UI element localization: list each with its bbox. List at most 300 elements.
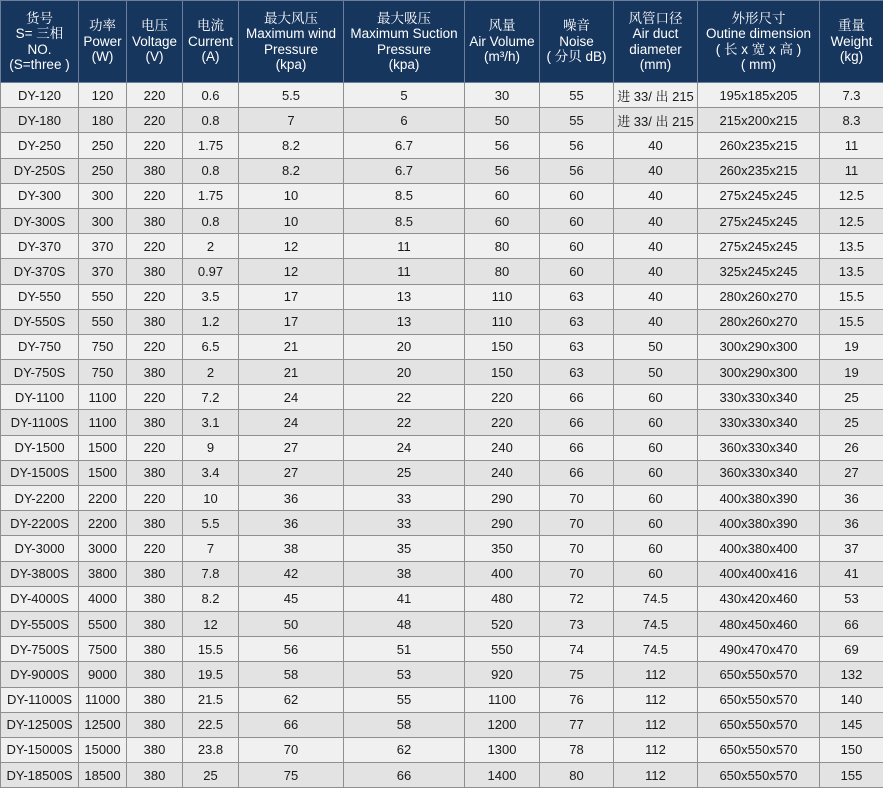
cell-noise: 60: [540, 208, 614, 233]
cell-noise: 74: [540, 637, 614, 662]
cell-suction-pressure: 22: [344, 385, 465, 410]
cell-suction-pressure: 48: [344, 611, 465, 636]
cell-duct-diameter: 40: [614, 234, 698, 259]
cell-model: DY-300: [1, 183, 79, 208]
cell-model: DY-550: [1, 284, 79, 309]
cell-current: 5.5: [183, 511, 239, 536]
cell-wind-pressure: 36: [239, 511, 344, 536]
cell-wind-pressure: 7: [239, 108, 344, 133]
cell-noise: 56: [540, 133, 614, 158]
table-row: [1, 234, 883, 259]
cell-power: 12500: [79, 712, 127, 737]
column-header-line: (V): [145, 49, 164, 65]
cell-noise: 70: [540, 511, 614, 536]
cell-noise: 77: [540, 712, 614, 737]
cell-model: DY-750: [1, 334, 79, 359]
cell-dimension: 400x380x390: [698, 511, 820, 536]
column-header-line: Air Volume: [469, 33, 535, 49]
cell-voltage: 220: [127, 284, 183, 309]
cell-duct-diameter: 60: [614, 511, 698, 536]
cell-wind-pressure: 10: [239, 183, 344, 208]
cell-air-volume: 56: [465, 133, 540, 158]
column-header-power: [79, 1, 127, 83]
cell-current: 1.75: [183, 183, 239, 208]
cell-voltage: 380: [127, 662, 183, 687]
cell-current: 22.5: [183, 712, 239, 737]
cell-current: 6.5: [183, 334, 239, 359]
cell-air-volume: 1400: [465, 763, 540, 788]
cell-air-volume: 56: [465, 158, 540, 183]
cell-suction-pressure: 20: [344, 334, 465, 359]
cell-duct-diameter: 40: [614, 284, 698, 309]
cell-voltage: 220: [127, 108, 183, 133]
column-header-line: (A): [201, 49, 220, 65]
cell-suction-pressure: 8.5: [344, 183, 465, 208]
cell-voltage: 380: [127, 737, 183, 762]
cell-model: DY-300S: [1, 208, 79, 233]
cell-power: 370: [79, 259, 127, 284]
cell-voltage: 220: [127, 536, 183, 561]
column-header-line: 外形尺寸: [731, 10, 786, 26]
column-header-weight: [820, 1, 883, 83]
cell-power: 18500: [79, 763, 127, 788]
cell-suction-pressure: 51: [344, 637, 465, 662]
cell-suction-pressure: 53: [344, 662, 465, 687]
cell-noise: 76: [540, 687, 614, 712]
cell-weight: 41: [820, 561, 883, 586]
column-header-line: Noise: [559, 33, 594, 49]
cell-duct-diameter: 40: [614, 183, 698, 208]
cell-duct-diameter: 40: [614, 259, 698, 284]
cell-wind-pressure: 17: [239, 309, 344, 334]
cell-suction-pressure: 11: [344, 259, 465, 284]
cell-voltage: 220: [127, 334, 183, 359]
column-header-duct-diameter: [614, 1, 698, 83]
cell-weight: 150: [820, 737, 883, 762]
column-header-line: (kpa): [388, 57, 420, 72]
cell-voltage: 380: [127, 561, 183, 586]
cell-power: 1500: [79, 460, 127, 485]
cell-weight: 132: [820, 662, 883, 687]
cell-duct-diameter: 112: [614, 737, 698, 762]
cell-power: 370: [79, 234, 127, 259]
cell-weight: 140: [820, 687, 883, 712]
column-header-dimension: [698, 1, 820, 83]
cell-wind-pressure: 10: [239, 208, 344, 233]
column-header-line: Voltage: [131, 33, 178, 49]
cell-noise: 66: [540, 435, 614, 460]
cell-power: 2200: [79, 511, 127, 536]
cell-weight: 25: [820, 410, 883, 435]
cell-noise: 78: [540, 737, 614, 762]
cell-noise: 55: [540, 108, 614, 133]
cell-power: 1500: [79, 435, 127, 460]
cell-current: 2: [183, 360, 239, 385]
table-row: [1, 561, 883, 586]
cell-air-volume: 30: [465, 83, 540, 108]
cell-wind-pressure: 70: [239, 737, 344, 762]
column-header-line: 风量: [488, 18, 516, 34]
cell-current: 0.6: [183, 83, 239, 108]
cell-noise: 75: [540, 662, 614, 687]
table-row: [1, 83, 883, 108]
cell-voltage: 220: [127, 385, 183, 410]
cell-dimension: 275x245x245: [698, 208, 820, 233]
cell-dimension: 430x420x460: [698, 586, 820, 611]
cell-model: DY-250: [1, 133, 79, 158]
cell-dimension: 400x400x416: [698, 561, 820, 586]
cell-air-volume: 920: [465, 662, 540, 687]
cell-noise: 66: [540, 460, 614, 485]
cell-noise: 60: [540, 234, 614, 259]
cell-duct-diameter: 74.5: [614, 586, 698, 611]
cell-voltage: 380: [127, 460, 183, 485]
column-header-line: ( 分贝 dB): [546, 49, 607, 65]
cell-voltage: 380: [127, 208, 183, 233]
cell-power: 3000: [79, 536, 127, 561]
cell-duct-diameter: 进 33/ 出 215: [614, 83, 698, 108]
cell-weight: 27: [820, 460, 883, 485]
cell-air-volume: 80: [465, 234, 540, 259]
cell-noise: 56: [540, 158, 614, 183]
cell-dimension: 260x235x215: [698, 158, 820, 183]
column-header-line: 电流: [197, 18, 224, 34]
table-row: [1, 309, 883, 334]
column-header-line: Maximum wind: [245, 26, 337, 41]
cell-noise: 72: [540, 586, 614, 611]
cell-noise: 70: [540, 486, 614, 511]
cell-power: 9000: [79, 662, 127, 687]
cell-duct-diameter: 60: [614, 460, 698, 485]
cell-dimension: 400x380x400: [698, 536, 820, 561]
cell-air-volume: 150: [465, 334, 540, 359]
column-header-line: S= 三相: [15, 26, 64, 41]
cell-noise: 55: [540, 83, 614, 108]
cell-weight: 15.5: [820, 309, 883, 334]
cell-noise: 73: [540, 611, 614, 636]
table-row: [1, 108, 883, 133]
cell-model: DY-3800S: [1, 561, 79, 586]
cell-weight: 69: [820, 637, 883, 662]
cell-wind-pressure: 21: [239, 360, 344, 385]
column-header-line: (W): [91, 49, 114, 65]
column-header-line: Pressure: [263, 41, 319, 57]
cell-weight: 11: [820, 133, 883, 158]
column-header-line: 噪音: [563, 18, 590, 34]
cell-dimension: 195x185x205: [698, 83, 820, 108]
table-row: [1, 486, 883, 511]
cell-current: 7: [183, 536, 239, 561]
cell-model: DY-180: [1, 108, 79, 133]
table-row: [1, 183, 883, 208]
cell-suction-pressure: 13: [344, 309, 465, 334]
cell-weight: 12.5: [820, 183, 883, 208]
cell-air-volume: 220: [465, 410, 540, 435]
cell-duct-diameter: 60: [614, 561, 698, 586]
cell-current: 9: [183, 435, 239, 460]
cell-power: 550: [79, 284, 127, 309]
cell-duct-diameter: 50: [614, 360, 698, 385]
cell-power: 7500: [79, 637, 127, 662]
cell-model: DY-750S: [1, 360, 79, 385]
table-body: [1, 83, 883, 788]
cell-dimension: 215x200x215: [698, 108, 820, 133]
cell-noise: 66: [540, 385, 614, 410]
cell-model: DY-7500S: [1, 637, 79, 662]
cell-wind-pressure: 12: [239, 259, 344, 284]
cell-power: 120: [79, 83, 127, 108]
table-row: [1, 763, 883, 788]
cell-suction-pressure: 55: [344, 687, 465, 712]
cell-wind-pressure: 8.2: [239, 133, 344, 158]
cell-air-volume: 290: [465, 511, 540, 536]
cell-noise: 63: [540, 360, 614, 385]
cell-power: 250: [79, 158, 127, 183]
table-row: [1, 712, 883, 737]
cell-air-volume: 60: [465, 208, 540, 233]
cell-wind-pressure: 12: [239, 234, 344, 259]
cell-air-volume: 520: [465, 611, 540, 636]
cell-voltage: 380: [127, 712, 183, 737]
cell-suction-pressure: 13: [344, 284, 465, 309]
column-header-line: (kpa): [275, 57, 307, 72]
cell-suction-pressure: 22: [344, 410, 465, 435]
cell-suction-pressure: 24: [344, 435, 465, 460]
cell-model: DY-120: [1, 83, 79, 108]
cell-air-volume: 1300: [465, 737, 540, 762]
cell-suction-pressure: 38: [344, 561, 465, 586]
cell-air-volume: 480: [465, 586, 540, 611]
cell-wind-pressure: 27: [239, 435, 344, 460]
cell-duct-diameter: 112: [614, 712, 698, 737]
cell-air-volume: 60: [465, 183, 540, 208]
cell-air-volume: 50: [465, 108, 540, 133]
cell-weight: 66: [820, 611, 883, 636]
cell-voltage: 380: [127, 586, 183, 611]
cell-model: DY-1500S: [1, 460, 79, 485]
cell-voltage: 380: [127, 637, 183, 662]
cell-power: 300: [79, 208, 127, 233]
table-row: [1, 334, 883, 359]
column-header-line: 最大吸压: [377, 10, 431, 26]
cell-suction-pressure: 8.5: [344, 208, 465, 233]
column-header-line: 风管口径: [628, 10, 683, 26]
cell-air-volume: 240: [465, 460, 540, 485]
cell-current: 0.8: [183, 108, 239, 133]
cell-wind-pressure: 45: [239, 586, 344, 611]
table-row: [1, 435, 883, 460]
cell-air-volume: 1100: [465, 687, 540, 712]
cell-air-volume: 400: [465, 561, 540, 586]
cell-model: DY-5500S: [1, 611, 79, 636]
table-row: [1, 536, 883, 561]
cell-noise: 80: [540, 763, 614, 788]
column-header-line: Weight: [830, 33, 873, 49]
cell-model: DY-11000S: [1, 687, 79, 712]
cell-air-volume: 290: [465, 486, 540, 511]
cell-wind-pressure: 66: [239, 712, 344, 737]
table-row: [1, 284, 883, 309]
column-header-model: [1, 1, 79, 83]
cell-duct-diameter: 40: [614, 158, 698, 183]
cell-dimension: 400x380x390: [698, 486, 820, 511]
cell-wind-pressure: 27: [239, 460, 344, 485]
cell-weight: 155: [820, 763, 883, 788]
cell-power: 1100: [79, 410, 127, 435]
cell-wind-pressure: 50: [239, 611, 344, 636]
table-row: [1, 460, 883, 485]
cell-power: 750: [79, 360, 127, 385]
cell-model: DY-1100S: [1, 410, 79, 435]
cell-weight: 36: [820, 511, 883, 536]
column-header-line: 最大风压: [264, 10, 318, 26]
cell-duct-diameter: 40: [614, 133, 698, 158]
cell-dimension: 275x245x245: [698, 234, 820, 259]
column-header-line: NO.: [27, 41, 52, 57]
cell-voltage: 380: [127, 259, 183, 284]
cell-model: DY-550S: [1, 309, 79, 334]
cell-voltage: 220: [127, 486, 183, 511]
table-row: [1, 637, 883, 662]
cell-current: 21.5: [183, 687, 239, 712]
cell-wind-pressure: 62: [239, 687, 344, 712]
cell-duct-diameter: 112: [614, 687, 698, 712]
cell-duct-diameter: 60: [614, 536, 698, 561]
cell-suction-pressure: 58: [344, 712, 465, 737]
cell-noise: 66: [540, 410, 614, 435]
column-header-line: ( mm): [740, 57, 777, 72]
cell-dimension: 280x260x270: [698, 284, 820, 309]
cell-weight: 19: [820, 334, 883, 359]
cell-dimension: 650x550x570: [698, 763, 820, 788]
cell-dimension: 280x260x270: [698, 309, 820, 334]
table-row: [1, 687, 883, 712]
table-row: [1, 611, 883, 636]
table-row: [1, 385, 883, 410]
column-header-line: (m³/h): [484, 49, 520, 65]
cell-voltage: 380: [127, 763, 183, 788]
cell-model: DY-250S: [1, 158, 79, 183]
column-header-line: Pressure: [376, 41, 432, 57]
cell-current: 12: [183, 611, 239, 636]
cell-model: DY-3000: [1, 536, 79, 561]
column-header-line: (mm): [639, 57, 672, 72]
cell-dimension: 260x235x215: [698, 133, 820, 158]
cell-wind-pressure: 24: [239, 410, 344, 435]
cell-suction-pressure: 62: [344, 737, 465, 762]
cell-wind-pressure: 36: [239, 486, 344, 511]
cell-voltage: 380: [127, 410, 183, 435]
cell-air-volume: 550: [465, 637, 540, 662]
cell-duct-diameter: 112: [614, 763, 698, 788]
table-row: [1, 662, 883, 687]
cell-suction-pressure: 33: [344, 511, 465, 536]
cell-power: 15000: [79, 737, 127, 762]
cell-duct-diameter: 40: [614, 309, 698, 334]
cell-duct-diameter: 60: [614, 385, 698, 410]
cell-suction-pressure: 5: [344, 83, 465, 108]
cell-weight: 53: [820, 586, 883, 611]
cell-wind-pressure: 17: [239, 284, 344, 309]
cell-suction-pressure: 6: [344, 108, 465, 133]
cell-voltage: 220: [127, 83, 183, 108]
column-header-line: 电压: [141, 18, 168, 34]
cell-duct-diameter: 40: [614, 208, 698, 233]
cell-model: DY-1100: [1, 385, 79, 410]
column-header-line: (kg): [839, 49, 864, 65]
cell-power: 550: [79, 309, 127, 334]
cell-duct-diameter: 60: [614, 486, 698, 511]
table-row: [1, 737, 883, 762]
column-header-line: 货号: [26, 10, 53, 26]
table-row: [1, 208, 883, 233]
table-header-row: [1, 1, 883, 83]
cell-dimension: 490x470x470: [698, 637, 820, 662]
cell-suction-pressure: 6.7: [344, 158, 465, 183]
column-header-line: 重量: [838, 18, 865, 34]
cell-weight: 19: [820, 360, 883, 385]
cell-noise: 63: [540, 334, 614, 359]
cell-model: DY-18500S: [1, 763, 79, 788]
cell-suction-pressure: 11: [344, 234, 465, 259]
cell-current: 7.8: [183, 561, 239, 586]
cell-current: 0.8: [183, 208, 239, 233]
cell-suction-pressure: 35: [344, 536, 465, 561]
cell-current: 0.8: [183, 158, 239, 183]
table-row: [1, 133, 883, 158]
cell-suction-pressure: 41: [344, 586, 465, 611]
cell-voltage: 220: [127, 183, 183, 208]
cell-suction-pressure: 25: [344, 460, 465, 485]
cell-noise: 60: [540, 259, 614, 284]
cell-weight: 15.5: [820, 284, 883, 309]
cell-power: 3800: [79, 561, 127, 586]
cell-duct-diameter: 50: [614, 334, 698, 359]
cell-voltage: 380: [127, 360, 183, 385]
cell-noise: 70: [540, 561, 614, 586]
cell-voltage: 380: [127, 158, 183, 183]
cell-duct-diameter: 74.5: [614, 637, 698, 662]
cell-power: 4000: [79, 586, 127, 611]
column-header-line: 功率: [89, 18, 116, 34]
cell-power: 750: [79, 334, 127, 359]
cell-dimension: 650x550x570: [698, 712, 820, 737]
cell-dimension: 330x330x340: [698, 385, 820, 410]
cell-weight: 12.5: [820, 208, 883, 233]
cell-model: DY-370S: [1, 259, 79, 284]
cell-weight: 13.5: [820, 259, 883, 284]
cell-noise: 63: [540, 309, 614, 334]
table-row: [1, 360, 883, 385]
cell-weight: 25: [820, 385, 883, 410]
column-header-line: Power: [83, 33, 122, 49]
cell-dimension: 650x550x570: [698, 687, 820, 712]
table-row: [1, 158, 883, 183]
cell-current: 3.4: [183, 460, 239, 485]
cell-weight: 7.3: [820, 83, 883, 108]
cell-current: 3.5: [183, 284, 239, 309]
cell-current: 8.2: [183, 586, 239, 611]
cell-dimension: 325x245x245: [698, 259, 820, 284]
cell-duct-diameter: 进 33/ 出 215: [614, 108, 698, 133]
cell-air-volume: 1200: [465, 712, 540, 737]
cell-weight: 26: [820, 435, 883, 460]
column-header-wind-pressure: [239, 1, 344, 83]
column-header-line: Maximum Suction: [350, 26, 458, 41]
cell-suction-pressure: 20: [344, 360, 465, 385]
cell-air-volume: 240: [465, 435, 540, 460]
cell-voltage: 380: [127, 687, 183, 712]
